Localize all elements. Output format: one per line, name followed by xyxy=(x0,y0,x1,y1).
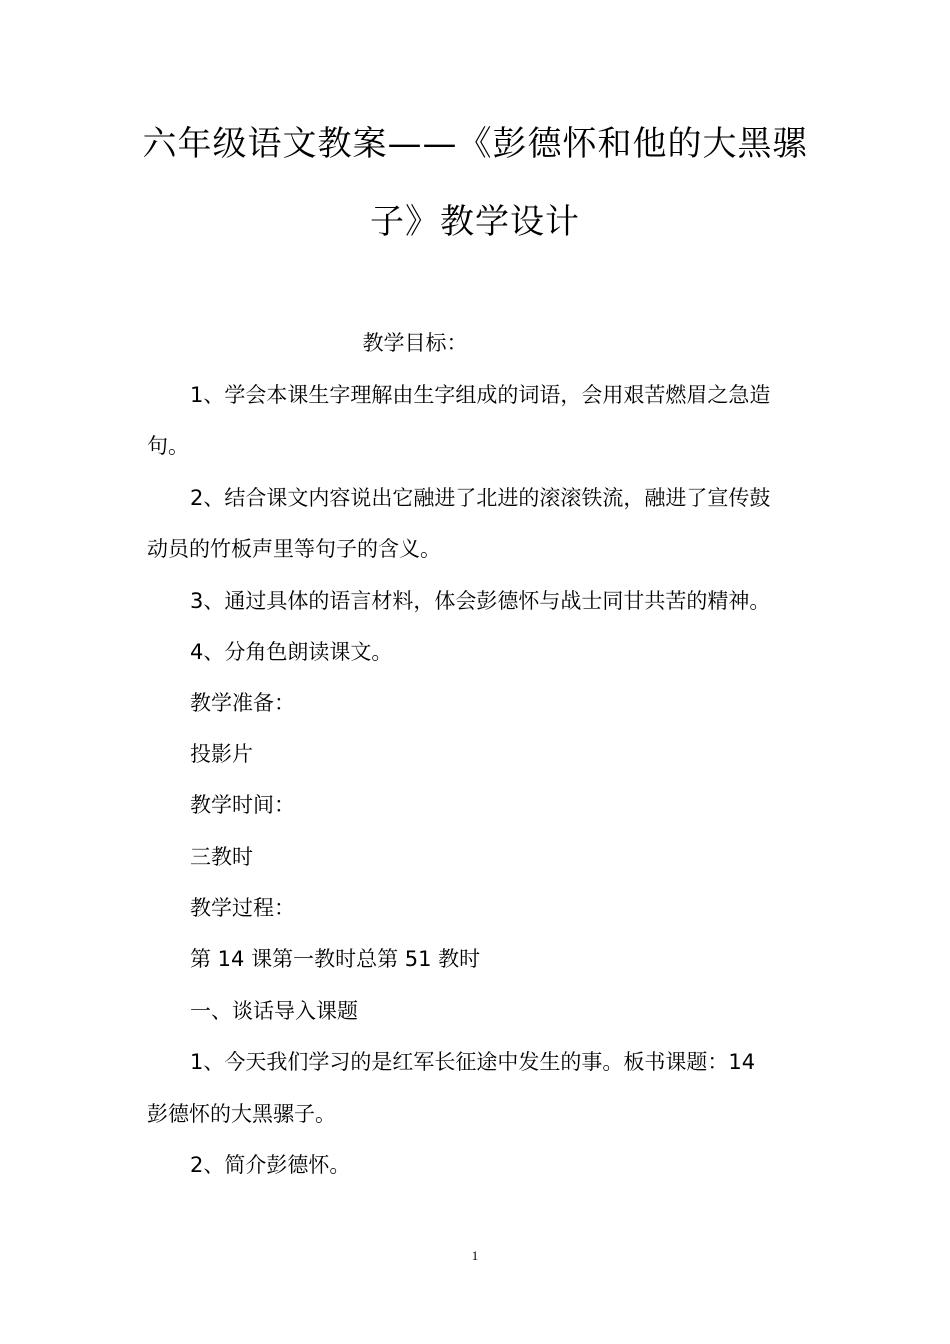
objective-3: 3、通过具体的语言材料，体会彭德怀与战士同甘共苦的精神。 xyxy=(190,589,771,613)
objective-2-line-1: 2、结合课文内容说出它融进了北进的滚滚铁流，融进了宣传鼓 xyxy=(190,486,771,510)
process-heading: 教学过程： xyxy=(190,896,295,920)
step-1-line-2: 彭德怀的大黑骡子。 xyxy=(147,1102,336,1126)
document-title-line-2: 子》教学设计 xyxy=(370,202,580,242)
document-title-line-1: 六年级语文教案——《彭德怀和他的大黑骡 xyxy=(142,124,808,164)
objective-1-line-1: 1、学会本课生字理解由生字组成的词语，会用艰苦燃眉之急造 xyxy=(190,383,771,407)
objective-1-line-2: 句。 xyxy=(147,434,189,458)
preparation-heading: 教学准备： xyxy=(190,691,295,715)
page-number: 1 xyxy=(471,1248,479,1263)
lesson-info: 第 14 课第一教时总第 51 教时 xyxy=(190,947,481,971)
step-2: 2、简介彭德怀。 xyxy=(190,1153,351,1177)
objective-4: 4、分角色朗读课文。 xyxy=(190,640,393,664)
objective-2-line-2: 动员的竹板声里等句子的含义。 xyxy=(147,537,441,561)
preparation-value: 投影片 xyxy=(190,742,253,766)
step-1-line-1: 1、今天我们学习的是红军长征途中发生的事。板书课题：14 xyxy=(190,1050,756,1074)
time-heading: 教学时间： xyxy=(190,793,295,817)
time-value: 三教时 xyxy=(190,845,253,869)
objectives-heading: 教学目标： xyxy=(362,331,468,355)
section-1-heading: 一、谈话导入课题 xyxy=(190,999,358,1023)
